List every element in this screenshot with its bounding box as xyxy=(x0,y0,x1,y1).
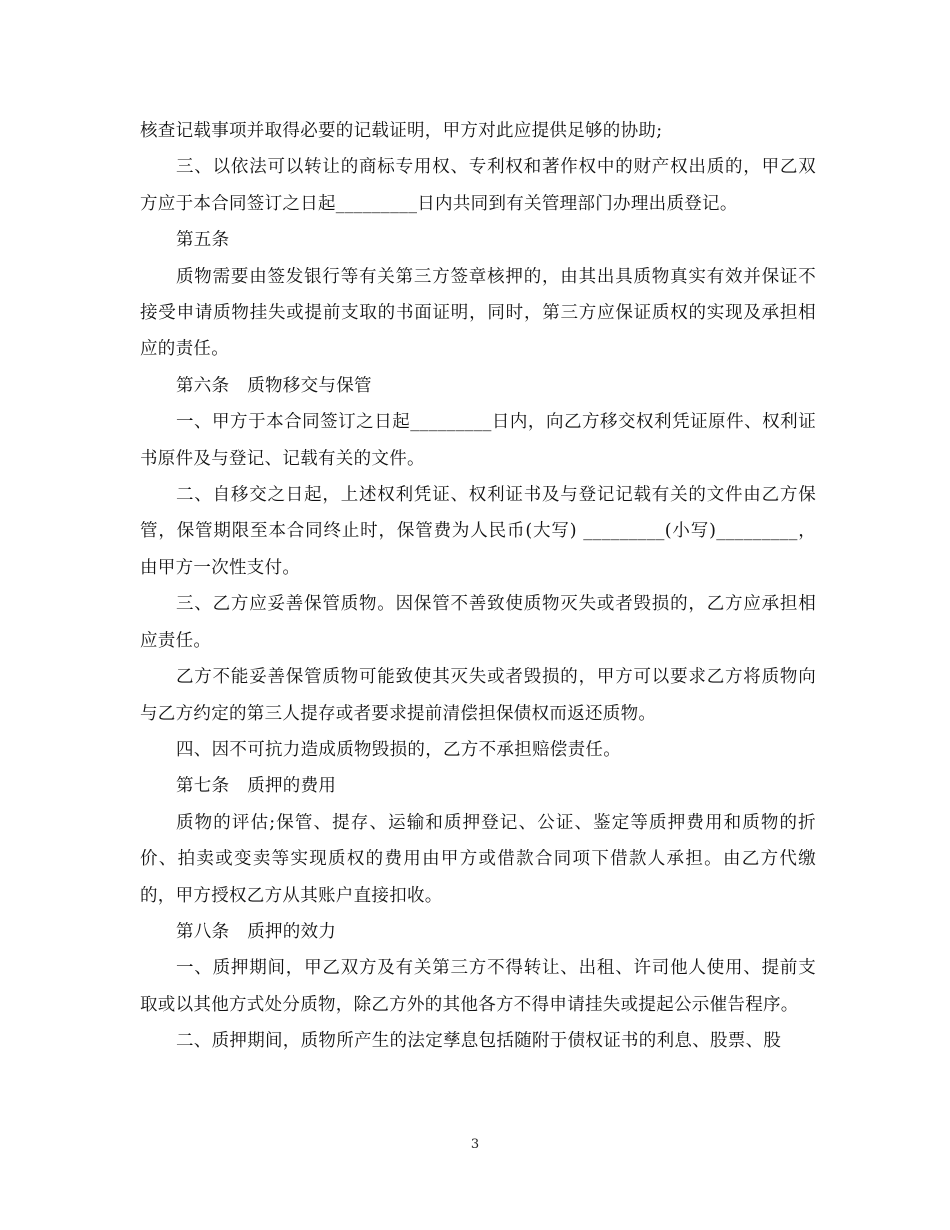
paragraph-10: 四、因不可抗力造成质物毁损的，乙方不承担赔偿责任。 xyxy=(176,739,621,760)
paragraph-8: 三、乙方应妥善保管质物。因保管不善致使质物灭失或者毁损的，乙方应承担相应责任。 xyxy=(140,594,816,651)
paragraph-7: 二、自移交之日起，上述权利凭证、权利证书及与登记记载有关的文件由乙方保管，保管期限至本合同终止时，保管费为人民币(大写) _________(小写)_________，由甲方一次性支付。 xyxy=(140,485,816,578)
paragraph-14: 一、质押期间，甲乙双方及有关第三方不得转让、出租、许司他人使用、提前支取或以其他方式处分质物，除乙方外的其他各方不得申请挂失或提起公示催告程序。 xyxy=(140,958,816,1015)
paragraph-6: 一、甲方于本合同签订之日起_________日内，向乙方移交权利凭证原件、权利证书原件及与登记、记载有关的文件。 xyxy=(140,412,816,469)
paragraph-1: 核查记载事项并取得必要的记载证明，甲方对此应提供足够的协助; xyxy=(140,121,663,141)
page-number: 3 xyxy=(470,1137,480,1152)
paragraph-12: 质物的评估;保管、提存、运输和质押登记、公证、鉴定等质押费用和质物的折价、拍卖或变卖等实现质权的费用由甲方或借款合同项下借款人承担。由乙方代缴的，甲方授权乙方从其账户直接扣收。 xyxy=(140,812,816,906)
paragraph-4: 质物需要由签发银行等有关第三方签章核押的，由其出具质物真实有效并保证不接受申请质物挂失或提前支取的书面证明，同时，第三方应保证质权的实现及承担相应的责任。 xyxy=(140,266,816,360)
paragraph-15: 二、质押期间，质物所产生的法定孳息包括随附于债权证书的利息、股票、股 xyxy=(176,1031,782,1052)
paragraph-9: 乙方不能妥善保管质物可能致使其灭失或者毁损的，甲方可以要求乙方将质物向与乙方约定的第三人提存或者要求提前清偿担保债权而返还质物。 xyxy=(140,667,816,724)
article-5-heading: 第五条 xyxy=(176,230,230,251)
article-8-heading: 第八条 质押的效力 xyxy=(176,921,337,942)
article-6-heading: 第六条 质物移交与保管 xyxy=(176,375,372,396)
article-7-heading: 第七条 质押的费用 xyxy=(176,776,337,797)
document-body xyxy=(140,113,816,1060)
paragraph-2: 三、以依法可以转让的商标专用权、专利权和著作权中的财产权出质的，甲乙双方应于本合同签订之日起_________日内共同到有关管理部门办理出质登记。 xyxy=(140,157,816,214)
